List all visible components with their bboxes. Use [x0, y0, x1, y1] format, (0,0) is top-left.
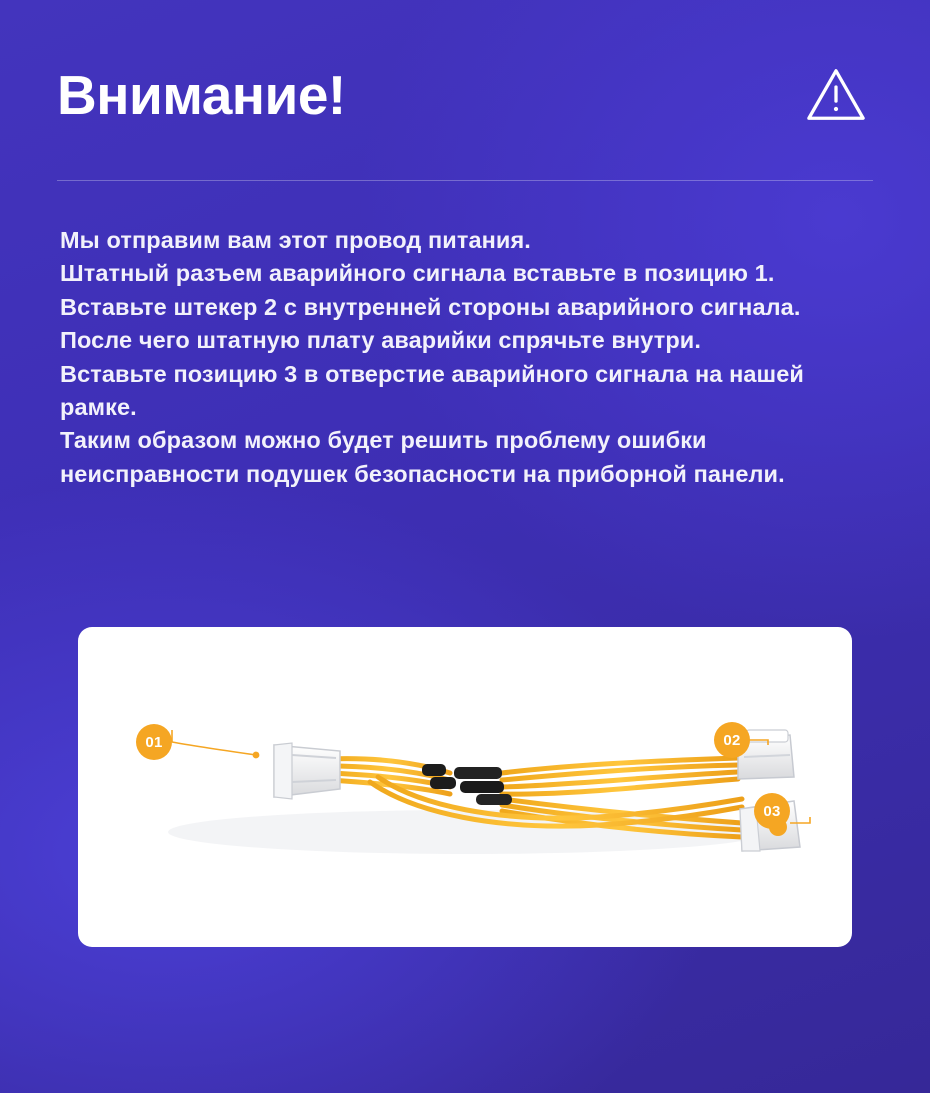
instruction-line-1: Мы отправим вам этот провод питания.: [60, 227, 531, 253]
instruction-line-5: Таким образом можно будет решить проблему ошибки неисправности подушек безопасности на приборной панели.: [60, 427, 785, 487]
warning-triangle-icon: [805, 64, 867, 126]
product-photo-card: [78, 627, 852, 947]
instruction-line-3: Вставьте штекер 2 с внутренней стороны аварийного сигнала. После чего штатную плату аварийки спрячьте внутри.: [60, 293, 801, 354]
callout-badge-03: 03: [754, 793, 790, 829]
wire-harness-illustration: [78, 627, 852, 947]
page-header: [57, 52, 873, 138]
instruction-line-4: Вставьте позицию 3 в отверстие аварийного сигнала на нашей рамке.: [60, 360, 804, 421]
instruction-line-2: Штатный разъем аварийного сигнала вставьте в позицию 1.: [60, 260, 775, 287]
callout-badge-01: 01: [136, 724, 172, 760]
header-divider: [57, 180, 873, 181]
page-title: Внимание!: [57, 64, 346, 126]
instructions-text: [60, 224, 850, 491]
product-photo: [78, 627, 852, 947]
callout-badge-02: 02: [714, 722, 750, 758]
